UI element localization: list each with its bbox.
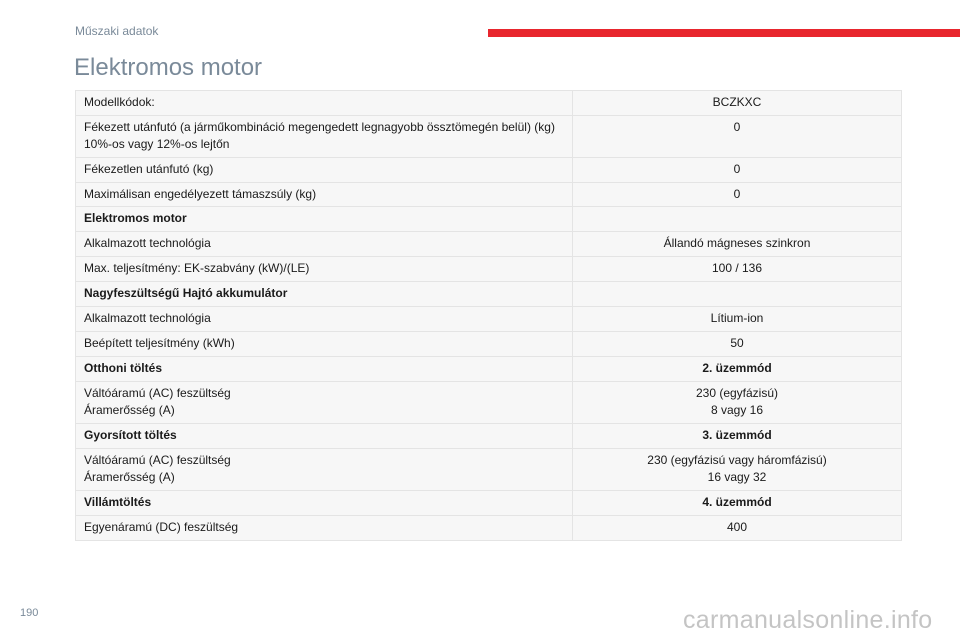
table-cell-value: 230 (egyfázisú vagy háromfázisú) 16 vagy 32	[573, 449, 902, 491]
section-heading: Villámtöltés	[76, 491, 573, 516]
table-row	[76, 332, 902, 357]
table-row	[76, 449, 902, 491]
table-section-row	[76, 491, 902, 516]
section-heading: Otthoni töltés	[76, 357, 573, 382]
table-row	[76, 158, 902, 183]
table-cell-label: Alkalmazott technológia	[76, 307, 573, 332]
table-cell-label: Maximálisan engedélyezett támaszsúly (kg)	[76, 183, 573, 208]
table-cell-value: 400	[573, 516, 902, 541]
table-cell-value	[573, 207, 902, 232]
table-cell-value: 2. üzemmód	[573, 357, 902, 382]
table-cell-label: Alkalmazott technológia	[76, 232, 573, 257]
table-cell-value: 50	[573, 332, 902, 357]
table-cell-value: 100 / 136	[573, 257, 902, 282]
table-cell-label: Beépített teljesítmény (kWh)	[76, 332, 573, 357]
table-cell-value: Lítium-ion	[573, 307, 902, 332]
page-title: Elektromos motor	[74, 54, 263, 81]
table-cell-label: Váltóáramú (AC) feszültség Áramerősség (A)	[76, 382, 573, 424]
table-section-row	[76, 424, 902, 449]
table-row	[76, 91, 902, 116]
table-cell-value: Állandó mágneses szinkron	[573, 232, 902, 257]
section-heading: Gyorsított töltés	[76, 424, 573, 449]
page-number: 190	[20, 607, 39, 619]
table-row	[76, 183, 902, 208]
table-cell-label: Fékezetlen utánfutó (kg)	[76, 158, 573, 183]
header-accent-bar	[488, 29, 960, 37]
table-section-row	[76, 357, 902, 382]
specs-table-general	[75, 90, 902, 208]
table-cell-value: 0	[573, 158, 902, 183]
table-cell-label: Modellkódok:	[76, 91, 573, 116]
specs-table-motor	[75, 206, 902, 541]
table-cell-value	[573, 282, 902, 307]
table-cell-value: 4. üzemmód	[573, 491, 902, 516]
table-cell-label: Egyenáramú (DC) feszültség	[76, 516, 573, 541]
table-cell-value: 0	[573, 183, 902, 208]
table-row	[76, 257, 902, 282]
table-cell-value: 0	[573, 116, 902, 158]
section-heading: Nagyfeszültségű Hajtó akkumulátor	[76, 282, 573, 307]
watermark: carmanualsonline.info	[683, 606, 933, 634]
table-cell-label: Max. teljesítmény: EK-szabvány (kW)/(LE)	[76, 257, 573, 282]
table-cell-value: 3. üzemmód	[573, 424, 902, 449]
table-row	[76, 382, 902, 424]
table-cell-label: Fékezett utánfutó (a járműkombináció megengedett legnagyobb össztömegén belül) (kg) 10%-os vagy 12%-os lejtőn	[76, 116, 573, 158]
table-row	[76, 116, 902, 158]
table-section-row	[76, 207, 902, 232]
table-section-row	[76, 282, 902, 307]
section-heading: Elektromos motor	[76, 207, 573, 232]
table-cell-label: Váltóáramú (AC) feszültség Áramerősség (A)	[76, 449, 573, 491]
table-row	[76, 232, 902, 257]
table-cell-value: BCZKXC	[573, 91, 902, 116]
table-row	[76, 307, 902, 332]
section-header: Műszaki adatok	[75, 24, 159, 38]
table-row	[76, 516, 902, 541]
table-cell-value: 230 (egyfázisú) 8 vagy 16	[573, 382, 902, 424]
